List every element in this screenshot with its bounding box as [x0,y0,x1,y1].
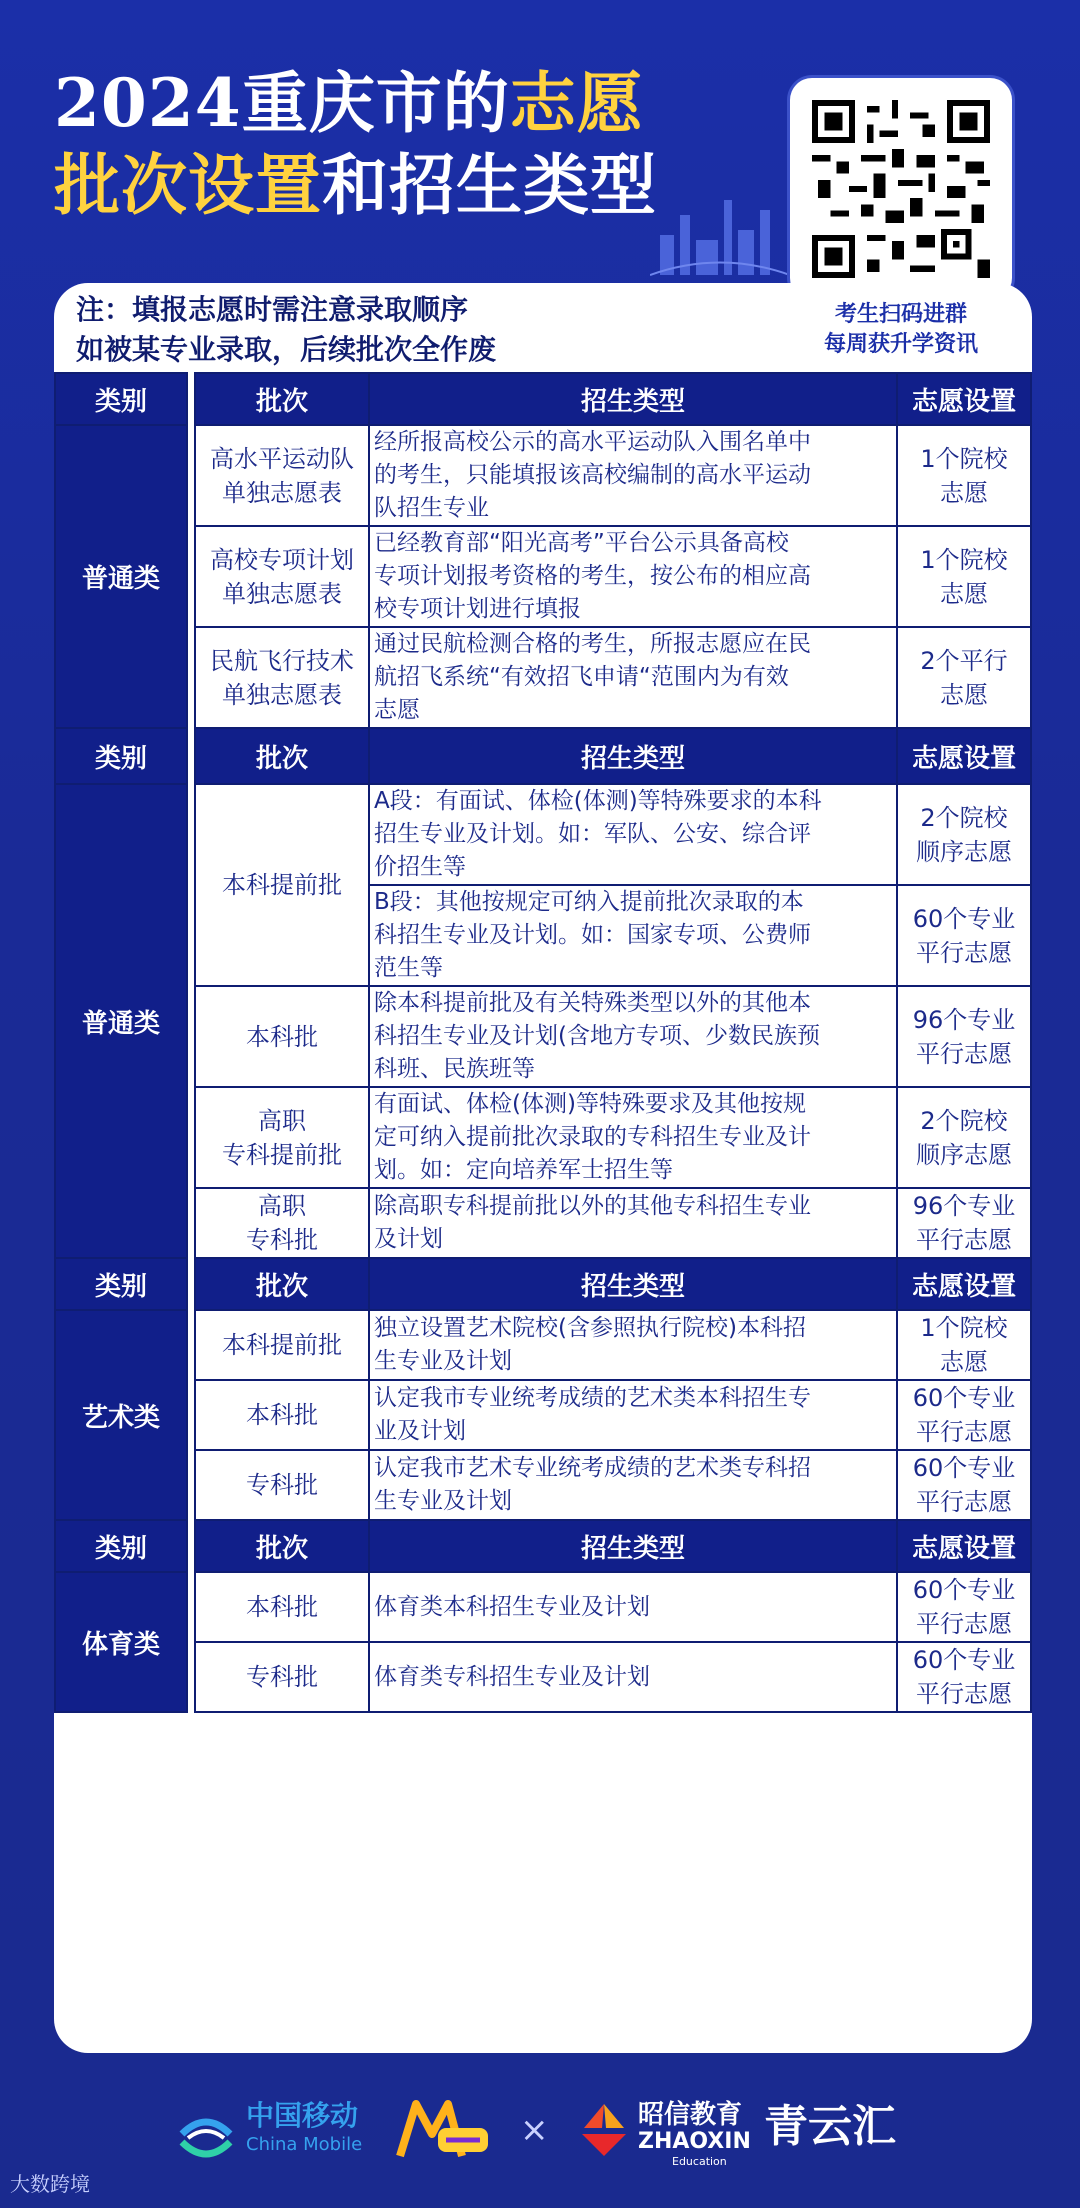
column-header-setting: 志愿设置 [897,373,1031,425]
setting-cell-line: 平行志愿 [916,1418,1012,1446]
batch-cell [195,1642,369,1712]
batch-cell-line: 高职 [258,1192,306,1220]
table-header-row [55,1258,1031,1310]
table-header-row [55,728,1031,784]
batch-cell-line: 高水平运动队 [210,444,354,473]
type-cell-line: 体育类本科招生专业及计划 [374,1593,650,1620]
setting-cell-line: 志愿 [940,478,988,507]
batch-cell-line: 本科批 [246,1593,318,1621]
setting-cell-line: 60个专业 [912,1454,1016,1482]
cross-symbol: × [520,2110,549,2150]
table-header-row [55,1520,1031,1572]
setting-cell-line: 60个专业 [912,904,1016,933]
type-cell-line: 科招生专业及计划。如：国家专项、公费师 [374,922,811,948]
batch-cell-line: 高职 [258,1106,306,1135]
batch-cell-line: 单独志愿表 [222,478,342,507]
type-cell [369,1572,897,1642]
setting-cell [897,627,1031,728]
batch-cell-line: 专科批 [246,1226,318,1254]
type-cell-line: 校专项计划进行填报 [374,596,581,622]
batch-cell [195,1087,369,1188]
type-cell-line: 除本科提前批及有关特殊类型以外的其他本 [374,990,811,1016]
batch-cell [195,627,369,728]
setting-cell [897,784,1031,885]
type-cell-line: 生专业及计划 [374,1488,512,1514]
batch-cell [195,1188,369,1258]
setting-cell-line: 60个专业 [912,1384,1016,1412]
setting-cell-line: 志愿 [940,1348,988,1376]
setting-cell-line: 1个院校 [920,1314,1008,1342]
column-gap [187,1310,195,1520]
setting-cell-line: 志愿 [940,579,988,608]
admission-table [54,372,1032,1713]
type-cell [369,526,897,627]
batch-cell-line: 本科批 [246,1022,318,1051]
setting-cell-line: 60个专业 [912,1576,1016,1604]
type-cell [369,1450,897,1520]
qingyunhui-logo: 青云汇 [764,2101,896,2152]
category-cell: 艺术类 [55,1310,187,1520]
setting-cell-line: 平行志愿 [916,938,1012,967]
column-header-setting: 志愿设置 [897,728,1031,784]
type-cell [369,986,897,1087]
qr-caption [790,300,1012,360]
setting-cell [897,526,1031,627]
batch-cell [195,1310,369,1380]
type-cell-line: 通过民航检测合格的考生，所报志愿应在民 [374,631,811,657]
column-header-type: 招生类型 [369,373,897,425]
filling-note [76,290,776,370]
setting-cell-line: 96个专业 [912,1005,1016,1034]
column-header-category: 类别 [55,373,187,425]
column-gap [187,728,195,784]
type-cell-line: 科招生专业及计划(含地方专项、少数民族预 [374,1023,820,1049]
type-cell [369,425,897,526]
batch-cell-line: 本科提前批 [222,1331,342,1359]
table-row [55,1642,1031,1712]
setting-cell [897,1642,1031,1712]
batch-cell [195,526,369,627]
type-cell-line: 认定我市艺术专业统考成绩的艺术类专科招 [374,1455,811,1481]
zhaoxin-sub-label: Education [672,2155,727,2168]
title-line-2: 批次设置和招生类型 [54,146,657,224]
admission-table-body [55,373,1031,1712]
column-header-type: 招生类型 [369,728,897,784]
type-cell-line: 专项计划报考资格的考生，按公布的相应高 [374,563,811,589]
column-header-setting: 志愿设置 [897,1258,1031,1310]
batch-cell [195,1380,369,1450]
setting-cell [897,425,1031,526]
type-cell-line: 认定我市专业统考成绩的艺术类本科招生专 [374,1385,811,1411]
watermark-label: 大数跨境 [10,2172,90,2196]
batch-cell-line: 专科批 [246,1663,318,1691]
type-cell-line: 队招生专业 [374,495,489,521]
setting-cell-line: 平行志愿 [916,1488,1012,1516]
setting-cell [897,1380,1031,1450]
type-cell-line: 划。如：定向培养军士招生等 [374,1157,673,1183]
type-cell-line: 航招飞系统“有效招飞申请“范围内为有效 [374,664,789,690]
table-row [55,1087,1031,1188]
setting-cell [897,986,1031,1087]
table-row [55,425,1031,526]
setting-cell-line: 2个院校 [920,803,1008,832]
type-cell-line: 科班、民族班等 [374,1056,535,1082]
batch-cell-line: 民航飞行技术 [210,646,354,675]
type-cell-line: 的考生，只能填报该高校编制的高水平运动 [374,462,811,488]
batch-cell-line: 本科批 [246,1401,318,1429]
setting-cell-line: 60个专业 [912,1646,1016,1674]
qr-code-card [790,78,1012,300]
table-header-row [55,373,1031,425]
note-line-2: 如被某专业录取，后续批次全作废 [76,333,497,366]
zhaoxin-logo-icon [574,2100,634,2160]
type-cell-line: 业及计划 [374,1418,466,1444]
type-cell-line: A段：有面试、体检(体测)等特殊要求的本科 [374,788,822,814]
column-header-category: 类别 [55,728,187,784]
column-gap [187,1572,195,1712]
batch-cell-line: 本科提前批 [222,871,342,899]
setting-cell [897,1572,1031,1642]
type-cell-line: 体育类专科招生专业及计划 [374,1663,650,1690]
type-cell [369,1188,897,1258]
type-cell-line: 独立设置艺术院校(含参照执行院校)本科招 [374,1315,806,1341]
category-cell: 普通类 [55,425,187,728]
setting-cell [897,1188,1031,1258]
column-header-category: 类别 [55,1520,187,1572]
table-row [55,1310,1031,1380]
type-cell-line: 已经教育部“阳光高考”平台公示具备高校 [374,530,789,556]
type-cell-line: 有面试、体检(体测)等特殊要求及其他按规 [374,1091,806,1117]
column-header-setting: 志愿设置 [897,1520,1031,1572]
batch-cell-line: 专科批 [246,1471,318,1499]
type-cell [369,1380,897,1450]
column-header-batch: 批次 [195,1258,369,1310]
qr-caption-line-1: 考生扫码进群 [834,302,967,327]
batch-cell [195,1450,369,1520]
batch-cell-line: 专科提前批 [222,1140,342,1169]
table-row [55,1188,1031,1258]
setting-cell [897,1450,1031,1520]
qr-code-icon [812,100,990,278]
column-gap [187,1258,195,1310]
setting-cell-line: 平行志愿 [916,1610,1012,1638]
title-line-1: 2024重庆市的志愿 [54,64,644,142]
batch-cell-line: 高校专项计划 [210,545,354,574]
column-gap [187,425,195,728]
table-row [55,1380,1031,1450]
type-cell-line: 范生等 [374,955,443,981]
column-header-type: 招生类型 [369,1520,897,1572]
column-header-category: 类别 [55,1258,187,1310]
type-cell [369,1087,897,1188]
setting-cell-line: 2个院校 [920,1106,1008,1135]
batch-cell [195,784,369,986]
setting-cell-line: 顺序志愿 [916,837,1012,866]
batch-cell [195,986,369,1087]
china-mobile-logo-icon [176,2106,236,2162]
table-row [55,1450,1031,1520]
type-cell [369,784,897,885]
column-header-batch: 批次 [195,728,369,784]
type-cell [369,1642,897,1712]
column-gap [187,373,195,425]
column-gap [187,1520,195,1572]
setting-cell-line: 平行志愿 [916,1226,1012,1254]
batch-cell-line: 单独志愿表 [222,680,342,709]
type-cell [369,1310,897,1380]
setting-cell-line: 2个平行 [920,646,1008,675]
type-cell-line: 定可纳入提前批次录取的专科招生专业及计 [374,1124,811,1150]
type-cell-line: 除高职专科提前批以外的其他专科招生专业 [374,1193,811,1219]
batch-cell [195,425,369,526]
column-gap [187,784,195,1258]
setting-cell-line: 志愿 [940,680,988,709]
category-cell: 体育类 [55,1572,187,1712]
type-cell-line: 及计划 [374,1226,443,1252]
batch-cell-line: 单独志愿表 [222,579,342,608]
qr-caption-line-2: 每周获升学资讯 [823,332,978,357]
type-cell-line: 招生专业及计划。如：军队、公安、综合评 [374,821,811,847]
table-row [55,1572,1031,1642]
setting-cell-line: 96个专业 [912,1192,1016,1220]
setting-cell-line: 1个院校 [920,444,1008,473]
setting-cell-line: 平行志愿 [916,1680,1012,1708]
setting-cell-line: 顺序志愿 [916,1140,1012,1169]
batch-cell [195,1572,369,1642]
zhaoxin-label: 昭信教育 [638,2100,743,2130]
setting-cell [897,1310,1031,1380]
setting-cell [897,885,1031,986]
table-row [55,784,1031,885]
column-header-batch: 批次 [195,1520,369,1572]
china-mobile-en-label: China Mobile [246,2134,363,2155]
type-cell-line: 经所报高校公示的高水平运动队入围名单中 [374,429,811,455]
page-title [54,62,657,226]
table-row [55,627,1031,728]
china-mobile-label: 中国移动 [246,2099,359,2132]
setting-cell-line: 1个院校 [920,545,1008,574]
category-cell: 普通类 [55,784,187,1258]
type-cell-line: 价招生等 [374,854,466,880]
type-cell-line: 生专业及计划 [374,1348,512,1374]
note-line-1: 注：填报志愿时需注意录取顺序 [76,293,469,326]
mzone-logo-icon [394,2098,494,2164]
type-cell-line: B段：其他按规定可纳入提前批次录取的本 [374,889,804,915]
setting-cell [897,1087,1031,1188]
table-row [55,526,1031,627]
type-cell [369,627,897,728]
zhaoxin-en-label: ZHAOXIN [638,2129,751,2154]
city-skyline-icon [650,180,790,280]
setting-cell-line: 平行志愿 [916,1039,1012,1068]
column-header-batch: 批次 [195,373,369,425]
column-header-type: 招生类型 [369,1258,897,1310]
type-cell-line: 志愿 [374,697,420,723]
table-row [55,986,1031,1087]
type-cell [369,885,897,986]
